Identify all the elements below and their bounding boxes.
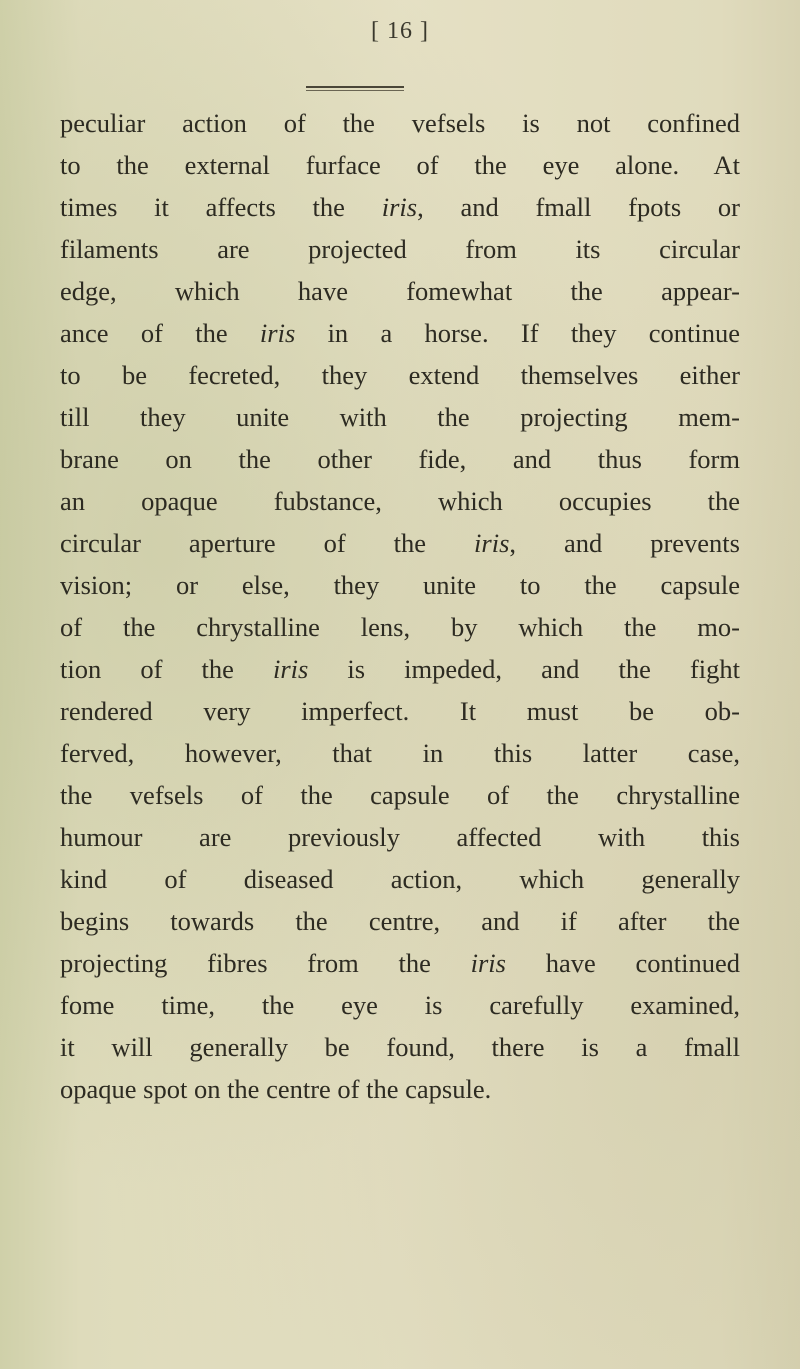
page-number: [ 16 ] [371,18,429,44]
text-line: times it affects the iris, and fmall fpots or [60,192,740,222]
text-line: filaments are projected from its circular [60,234,740,264]
text-line: brane on the other fide, and thus form [60,444,740,474]
text-line: opaque spot on the centre of the capsule. [60,1074,492,1104]
text-line: peculiar action of the vefsels is not confined [60,108,740,138]
italic-term: iris [474,528,510,558]
header-rule [306,86,404,91]
text-line: it will generally be found, there is a fmall [60,1032,740,1062]
text-line: tion of the iris is impeded, and the fight [60,654,740,684]
text-line: edge, which have fomewhat the appear- [60,276,740,306]
italic-term: iris [272,654,309,684]
text-line: projecting fibres from the iris have continued [60,948,740,978]
text-line: circular aperture of the iris, and prevents [60,528,740,558]
body-text [60,102,740,1110]
text-line: humour are previously affected with this [60,822,740,852]
text-line: to the external furface of the eye alone. At [60,150,740,180]
text-line: of the chrystalline lens, by which the mo- [60,612,740,642]
page-header [0,18,800,45]
text-line: ance of the iris in a horse. If they continue [60,318,740,348]
italic-term: iris [259,318,296,348]
text-line: the vefsels of the capsule of the chrystalline [60,780,740,810]
text-line: begins towards the centre, and if after the [60,906,740,936]
text-line: vision; or else, they unite to the capsule [60,570,740,600]
text-line: till they unite with the projecting mem- [60,402,740,432]
text-line: an opaque fubstance, which occupies the [60,486,740,516]
text-line: kind of diseased action, which generally [60,864,740,894]
italic-term: iris [470,948,506,978]
text-line: to be fecreted, they extend themselves either [60,360,740,390]
italic-term: iris [381,192,418,222]
text-line: ferved, however, that in this latter case, [60,738,740,768]
text-line: fome time, the eye is carefully examined, [60,990,740,1020]
text-line: rendered very imperfect. It must be ob- [60,696,740,726]
